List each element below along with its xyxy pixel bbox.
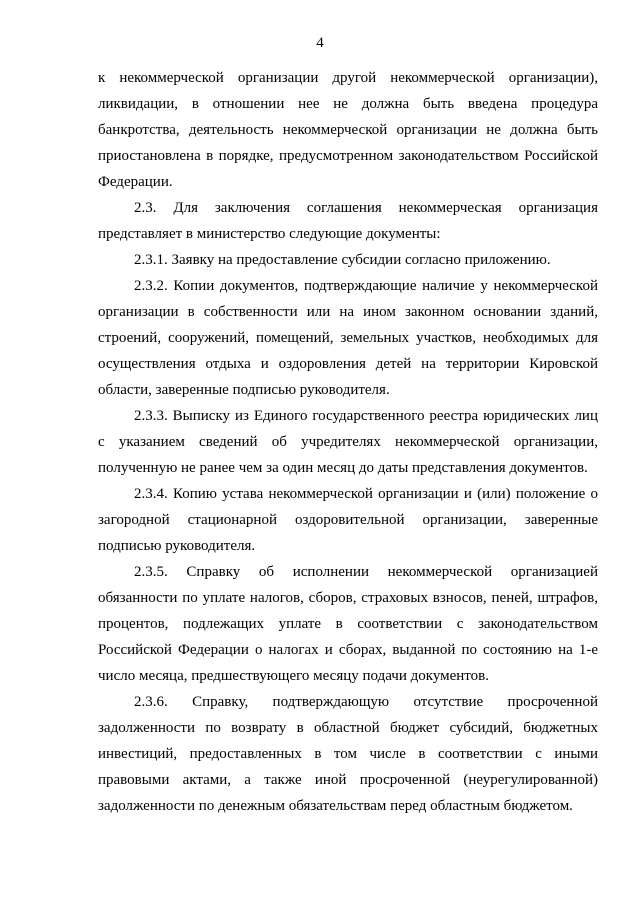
paragraph-2-3-3: 2.3.3. Выписку из Единого государственного реестра юридических лиц с указанием сведений об учредителях некоммерческой организации, полученную не ранее чем за один месяц до даты представления документов. <box>98 408 598 476</box>
paragraph-2-3-1: 2.3.1. Заявку на предоставление субсидии согласно приложению. <box>134 252 551 268</box>
document-body <box>98 65 598 819</box>
paragraph-continuation: к некоммерческой организации другой некоммерческой организации), ликвидации, в отношении нее не должна быть введена процедура банкротства, деятельность некоммерческой организации не должна быть приостановлена в порядке, предусмотренном законодательством Российской Федерации. <box>98 70 598 190</box>
paragraph-2-3: 2.3. Для заключения соглашения некоммерческая организация представляет в министерство следующие документы: <box>98 200 598 242</box>
paragraph-2-3-4: 2.3.4. Копию устава некоммерческой организации и (или) положение о загородной стационарной оздоровительной организации, заверенные подписью руководителя. <box>98 486 598 554</box>
page-number: 4 <box>316 35 324 51</box>
paragraph-2-3-2: 2.3.2. Копии документов, подтверждающие наличие у некоммерческой организации в собственности или на ином законном основании зданий, строений, сооружений, помещений, земельных участков, необходимых для осуществления отдыха и оздоровления детей на территории Кировской области, заверенные подписью руководителя. <box>98 278 598 398</box>
paragraph-2-3-5: 2.3.5. Справку об исполнении некоммерческой организацией обязанности по уплате налогов, сборов, страховых взносов, пеней, штрафов, процентов, подлежащих уплате в соответствии с законодательством Российской Федерации о налогах и сборах, выданной по состоянию на 1-е число месяца, предшествующего месяцу подачи документов. <box>98 564 598 684</box>
paragraph-2-3-6: 2.3.6. Справку, подтверждающую отсутствие просроченной задолженности по возврату в областной бюджет субсидий, бюджетных инвестиций, предоставленных в том числе в соответствии с иными правовыми актами, а также иной просроченной (неурегулированной) задолженности по денежным обязательствам перед областным бюджетом. <box>98 694 598 814</box>
